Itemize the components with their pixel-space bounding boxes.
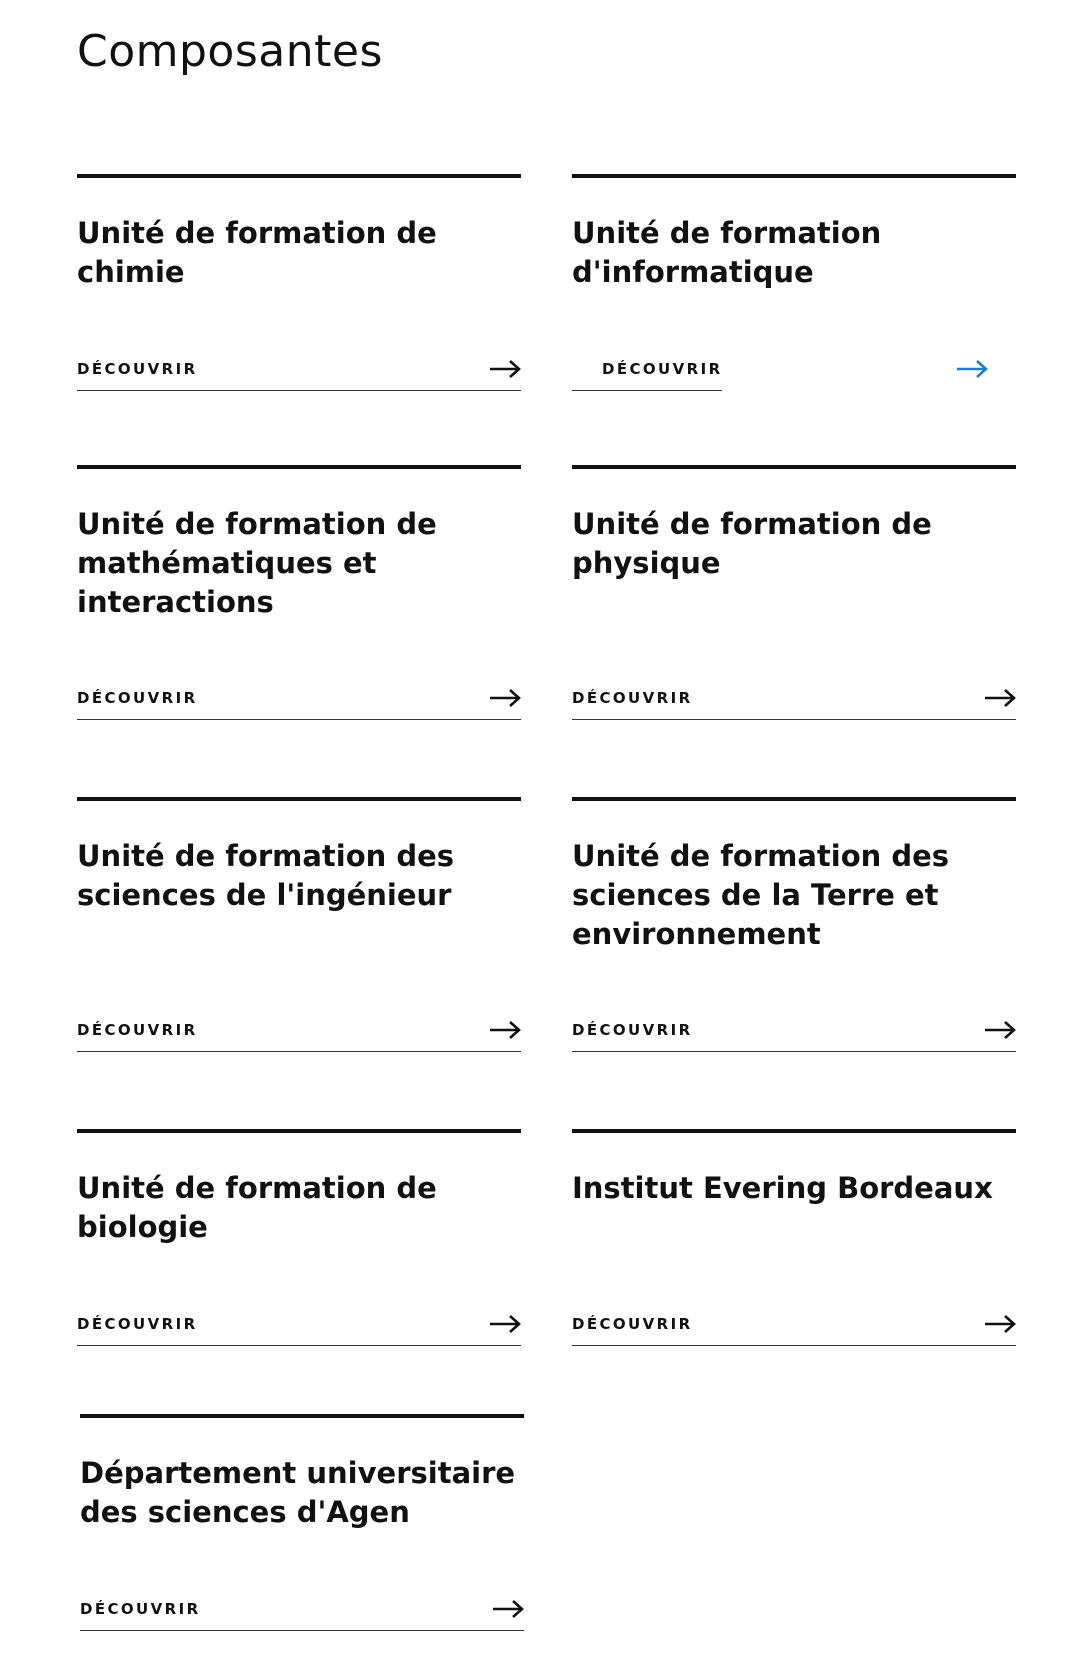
card-title: Unité de formation des sciences de la Terre et environnement: [572, 839, 950, 951]
arrow-right-icon: [492, 1598, 524, 1620]
section-title: Composantes: [77, 26, 383, 77]
discover-link-sciences-ingenieur[interactable]: [77, 1013, 521, 1053]
arrow-right-icon: [984, 1019, 1016, 1041]
card-title: Unité de formation de mathématiques et interactions: [77, 507, 437, 619]
discover-label: DÉCOUVRIR: [572, 689, 693, 707]
discover-label: DÉCOUVRIR: [572, 1315, 693, 1333]
discover-label: DÉCOUVRIR: [80, 1600, 201, 1618]
card-title: Unité de formation de chimie: [77, 216, 437, 289]
discover-label: DÉCOUVRIR: [572, 1021, 693, 1039]
card-informatique: [572, 174, 1016, 409]
discover-link-sciences-terre[interactable]: [572, 1013, 1016, 1053]
card-chimie: [77, 174, 521, 409]
arrow-right-icon: [984, 687, 1016, 709]
arrow-right-icon: [956, 358, 988, 380]
link-underline: [77, 1051, 521, 1052]
card-title: Unité de formation d'informatique: [572, 216, 882, 289]
card-title: Institut Evering Bordeaux: [572, 1171, 993, 1205]
discover-link-chimie[interactable]: [77, 352, 521, 392]
card-sciences-ingenieur: [77, 797, 521, 1067]
discover-link-physique[interactable]: [572, 681, 1016, 721]
link-underline: [572, 719, 1016, 720]
discover-link-mathematiques[interactable]: [77, 681, 521, 721]
card-title: Département universitaire des sciences d'Agen: [80, 1456, 516, 1529]
card-evering: [572, 1129, 1016, 1364]
arrow-right-icon: [489, 358, 521, 380]
link-underline: [77, 1345, 521, 1346]
link-underline: [572, 1051, 1016, 1052]
card-biologie: [77, 1129, 521, 1364]
arrow-right-icon: [984, 1313, 1016, 1335]
discover-link-informatique[interactable]: [572, 352, 1016, 392]
card-sciences-terre: [572, 797, 1016, 1067]
card-physique: [572, 465, 1016, 735]
discover-label: DÉCOUVRIR: [77, 1021, 198, 1039]
discover-label: DÉCOUVRIR: [602, 360, 723, 378]
card-mathematiques: [77, 465, 521, 735]
link-underline: [572, 390, 722, 391]
card-title: Unité de formation des sciences de l'ingénieur: [77, 839, 455, 912]
card-agen: [80, 1414, 524, 1649]
arrow-right-icon: [489, 687, 521, 709]
link-underline: [77, 390, 521, 391]
arrow-right-icon: [489, 1313, 521, 1335]
discover-label: DÉCOUVRIR: [77, 360, 198, 378]
discover-link-evering[interactable]: [572, 1307, 1016, 1347]
link-underline: [572, 1345, 1016, 1346]
discover-link-agen[interactable]: [80, 1592, 524, 1632]
card-title: Unité de formation de biologie: [77, 1171, 437, 1244]
arrow-right-icon: [489, 1019, 521, 1041]
discover-link-biologie[interactable]: [77, 1307, 521, 1347]
discover-label: DÉCOUVRIR: [77, 1315, 198, 1333]
link-underline: [80, 1630, 524, 1631]
card-title: Unité de formation de physique: [572, 507, 932, 580]
discover-label: DÉCOUVRIR: [77, 689, 198, 707]
link-underline: [77, 719, 521, 720]
